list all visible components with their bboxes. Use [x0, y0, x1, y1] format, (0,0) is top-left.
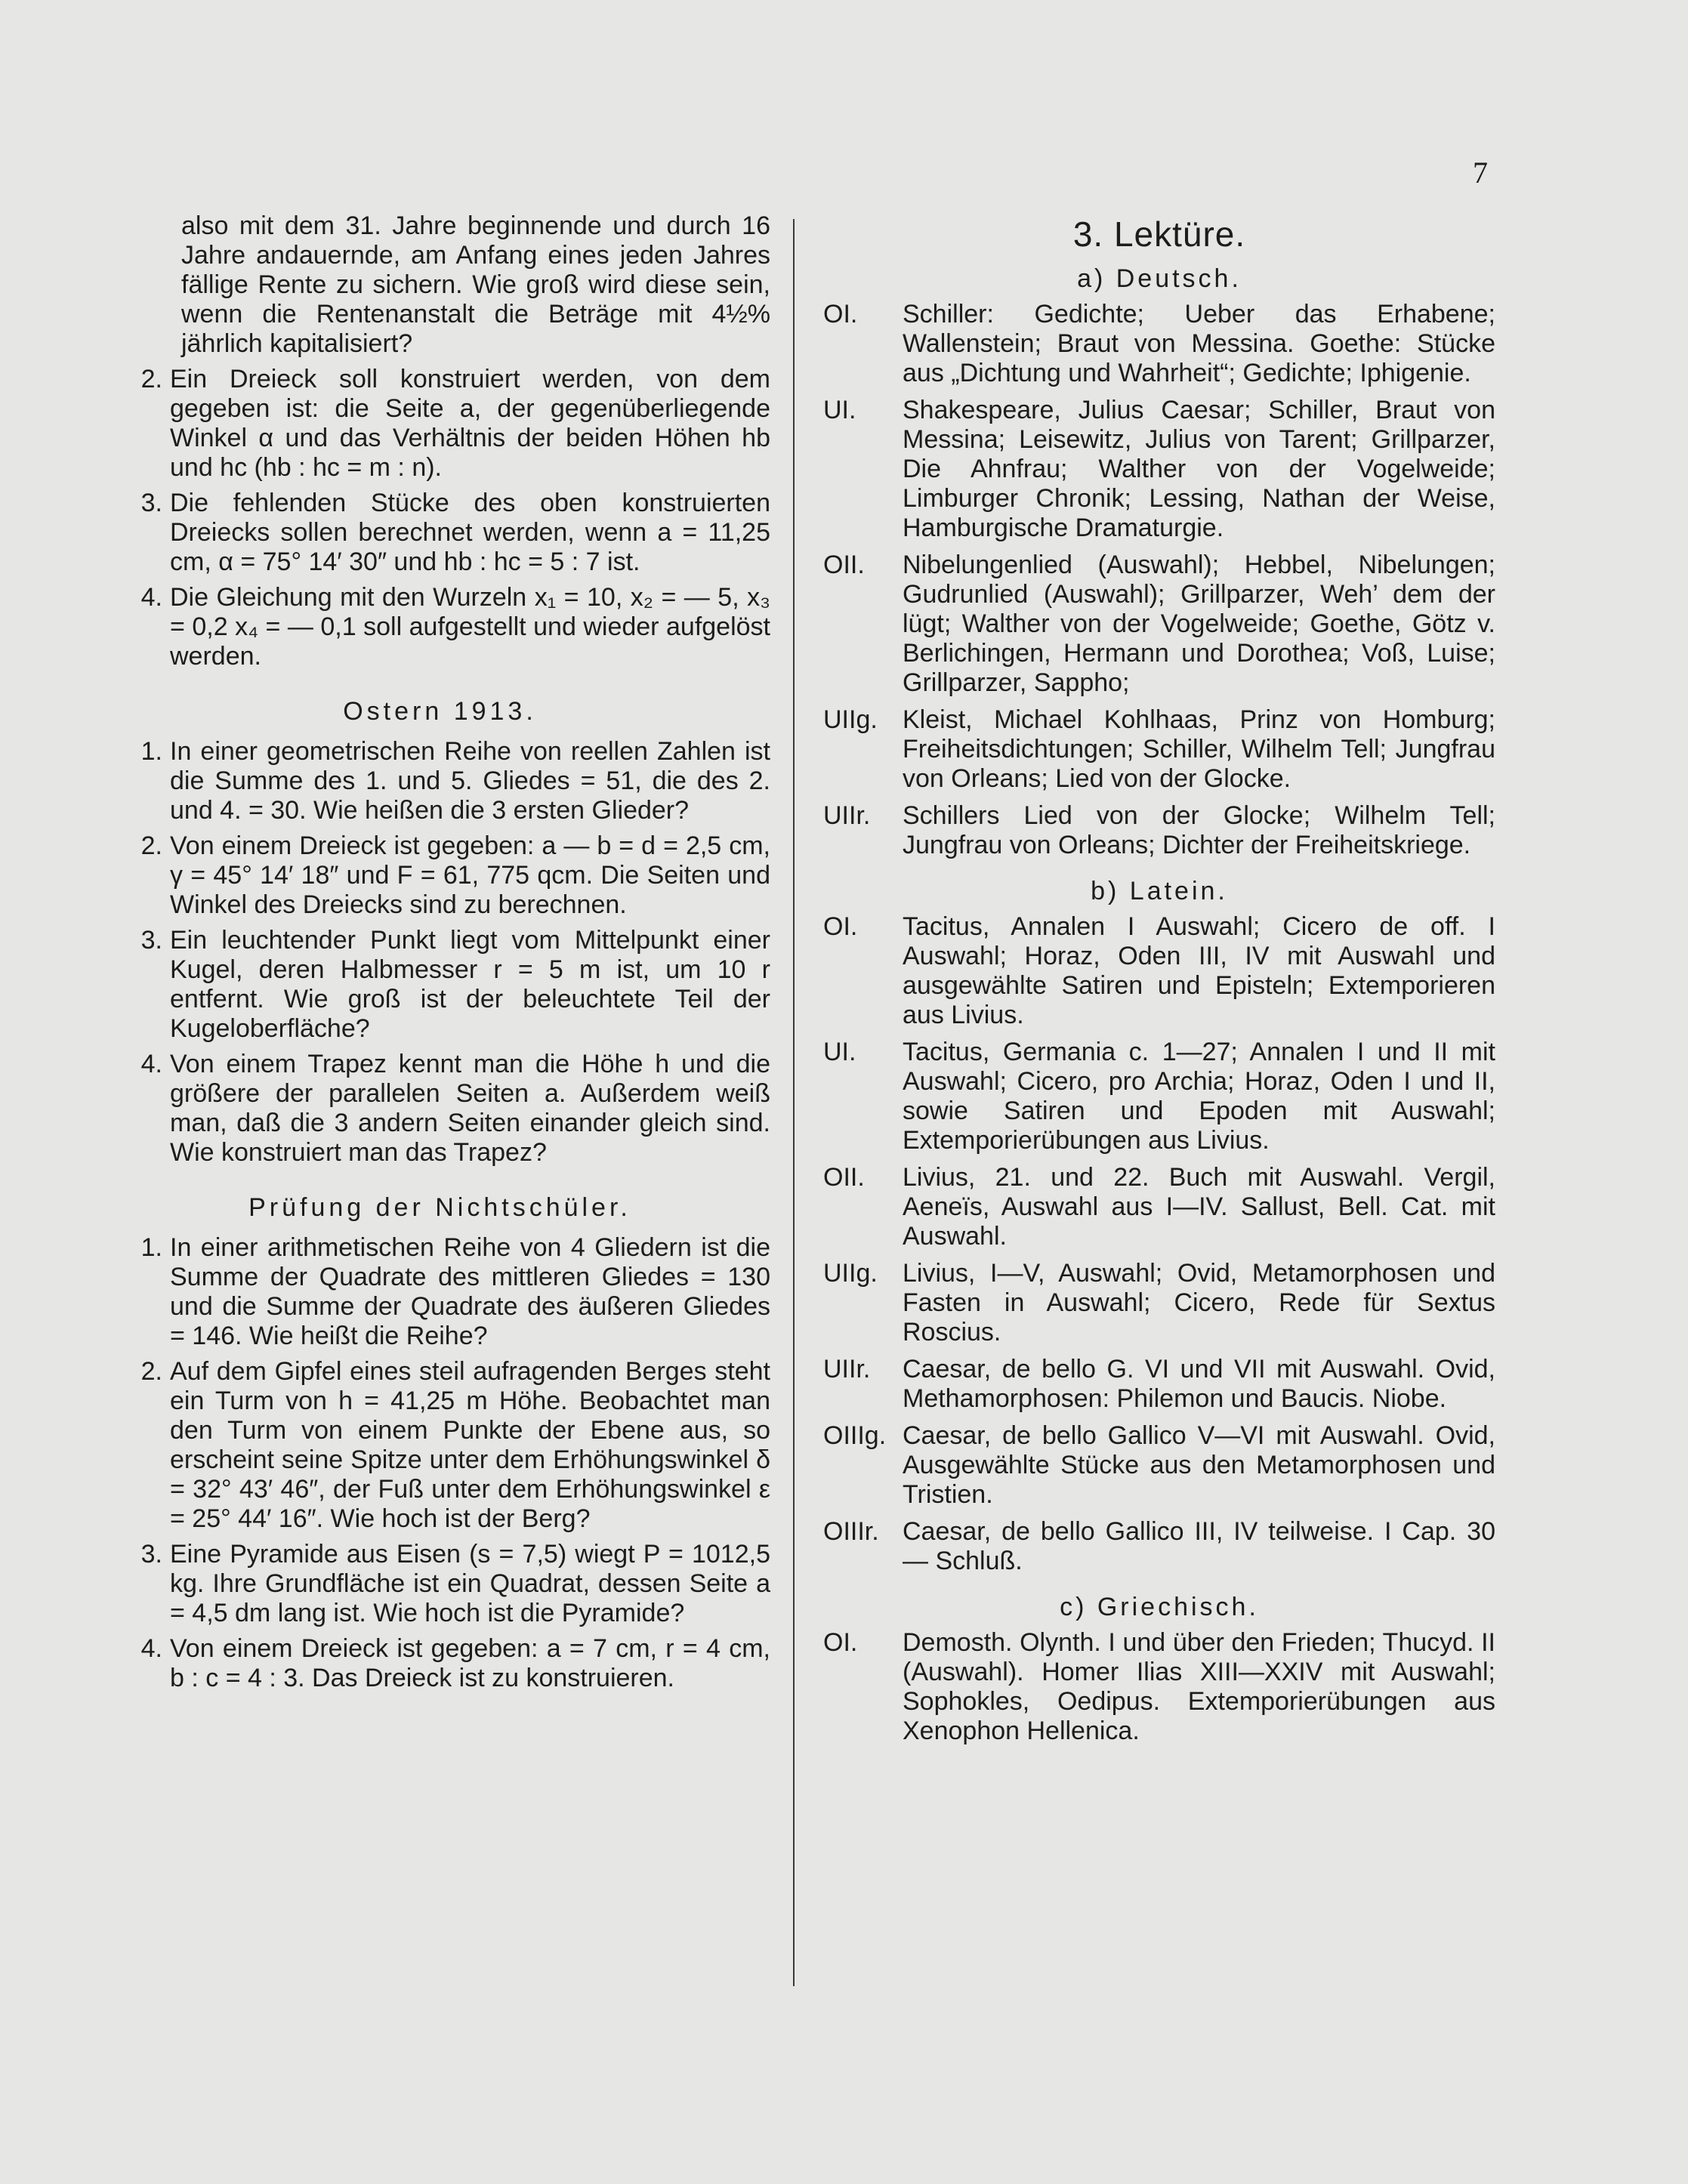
- reading-text: Demosth. Olynth. I und über den Frieden; Thucyd. II (Auswahl). Homer Ilias XIII—XXIV mit Auswahl; Sophokles, Oedipus. Extemporierübungen aus Xenophon Hellenica.: [903, 1628, 1495, 1745]
- reading-text: Caesar, de bello Gallico V—VI mit Auswahl. Ovid, Ausgewählte Stücke aus den Metamorphosen und Tristien.: [903, 1421, 1495, 1509]
- heading-pruefung: Prüfung der Nichtschüler.: [248, 1193, 631, 1222]
- exercise-text: Von einem Trapez kennt man die Höhe h und die größere der parallelen Seiten a. Außerdem weiß man, daß die 3 andern Seiten einander gleich sind. Wie konstruiert man das Trapez?: [170, 1050, 770, 1167]
- exercise-number: 4.: [140, 1634, 162, 1663]
- reading-text: Kleist, Michael Kohlhaas, Prinz von Homburg; Freiheitsdichtungen; Schiller, Wilhelm Tell; Jungfrau von Orleans; Lied von der Glocke.: [903, 705, 1495, 793]
- reading-entry: [823, 551, 1495, 698]
- reading-entry: [823, 396, 1495, 543]
- reading-entry: [823, 1259, 1495, 1347]
- exercise-number: 3.: [140, 926, 162, 955]
- reading-entry: [823, 1628, 1495, 1746]
- exercise-text: Die Gleichung mit den Wurzeln x₁ = 10, x₂ = — 5, x₃ = 0,2 x₄ = — 0,1 soll aufgestellt und wieder aufgelöst werden.: [170, 583, 770, 671]
- heading-ostern: Ostern 1913.: [343, 697, 537, 726]
- reading-text: Nibelungenlied (Auswahl); Hebbel, Nibelungen; Gudrunlied (Auswahl); Grillparzer, Weh’ dem der lügt; Walther von der Vogelweide; Goethe, Götz v. Berlichingen, Hermann und Dorothea; Voß, Luise; Grillparzer, Sappho;: [903, 551, 1495, 697]
- reading-text: Tacitus, Annalen I Auswahl; Cicero de off. I Auswahl; Horaz, Oden III, IV mit Auswahl und ausgewählte Satiren und Episteln; Extemporieren aus Livius.: [903, 912, 1495, 1029]
- exercise-number: 3.: [140, 489, 162, 517]
- exercise-text: Die fehlenden Stücke des oben konstruierten Dreiecks sollen berechnet werden, wenn a = 11,25 cm, α = 75° 14′ 30″ und hb : hc = 5 : 7 ist.: [170, 489, 770, 576]
- subheading-griechisch: c) Griechisch.: [1060, 1593, 1259, 1621]
- exercise-text: Ein Dreieck soll konstruiert werden, von dem gegeben ist: die Seite a, der gegenüberliegende Winkel α und das Verhältnis der beiden Höhen hb und hc (hb : hc = m : n).: [170, 365, 770, 482]
- class-label: OI.: [823, 1628, 858, 1657]
- exercise-number: 4.: [140, 583, 162, 612]
- right-column: [823, 211, 1495, 1754]
- class-label: OI.: [823, 300, 858, 329]
- exercise-item: [110, 1050, 770, 1168]
- exercise-item: [110, 926, 770, 1044]
- exercise-number: 2.: [140, 831, 162, 860]
- class-label: UIIr.: [823, 1355, 871, 1384]
- subheading-deutsch: a) Deutsch.: [1077, 264, 1242, 293]
- reading-entry: [823, 1163, 1495, 1251]
- class-label: UIIg.: [823, 1259, 878, 1288]
- reading-text: Shakespeare, Julius Caesar; Schiller, Braut von Messina; Leisewitz, Julius von Tarent; Grillparzer, Die Ahnfrau; Walther von der Vogelweide; Limburger Chronik; Lessing, Nathan der Weise, Hamburgische Dramaturgie.: [903, 396, 1495, 542]
- exercise-item: [110, 489, 770, 577]
- exercise-text: Von einem Dreieck ist gegeben: a = 7 cm, r = 4 cm, b : c = 4 : 3. Das Dreieck ist zu konstruieren.: [170, 1634, 770, 1692]
- reading-entry: [823, 300, 1495, 388]
- exercise-item: [110, 1540, 770, 1628]
- exercise-item: [110, 1357, 770, 1534]
- class-label: UI.: [823, 396, 856, 424]
- left-column: [110, 211, 770, 1693]
- exercise-item: [110, 1634, 770, 1693]
- class-label: UIIg.: [823, 705, 878, 734]
- exercise-text: In einer arithmetischen Reihe von 4 Gliedern ist die Summe der Quadrate des mittleren Gliedes = 130 und die Summe der Quadrate des äußeren Gliedes = 146. Wie heißt die Reihe?: [170, 1233, 770, 1350]
- section-title: 3. Lektüre.: [1072, 214, 1246, 254]
- exercise-text: Auf dem Gipfel eines steil aufragenden Berges steht ein Turm von h = 41,25 m Höhe. Beobachtet man den Turm von einem Punkte der Ebene aus, so erscheint seine Spitze unter dem Erhöhungswinkel δ = 32° 43′ 46″, der Fuß unter dem Erhöhungswinkel ε = 25° 44′ 16″. Wie hoch ist der Berg?: [170, 1357, 770, 1533]
- reading-text: Tacitus, Germania c. 1—27; Annalen I und II mit Auswahl; Cicero, pro Archia; Horaz, Oden I und II, sowie Satiren und Epoden mit Auswahl; Extemporierübungen aus Livius.: [903, 1038, 1495, 1155]
- subheading-latein: b) Latein.: [1091, 877, 1228, 905]
- class-label: OII.: [823, 1163, 865, 1192]
- exercise-text: Von einem Dreieck ist gegeben: a — b = d = 2,5 cm, γ = 45° 14′ 18″ und F = 61, 775 qcm. Die Seiten und Winkel des Dreiecks sind zu berechnen.: [170, 831, 770, 919]
- reading-entry: [823, 705, 1495, 794]
- class-label: OII.: [823, 551, 865, 579]
- reading-entry: [823, 801, 1495, 860]
- exercise-number: 2.: [140, 365, 162, 393]
- exercise-item: [110, 737, 770, 825]
- reading-entry: [823, 912, 1495, 1030]
- reading-text: Schiller: Gedichte; Ueber das Erhabene; Wallenstein; Braut von Messina. Goethe: Stücke aus „Dichtung und Wahrheit“; Gedichte; Iphigenie.: [903, 300, 1495, 387]
- class-label: UIIr.: [823, 801, 871, 830]
- intro-paragraph: also mit dem 31. Jahre beginnende und durch 16 Jahre andauernde, am Anfang eines jeden Jahres fällige Rente zu sichern. Wie groß wird diese sein, wenn die Rentenanstalt die Beträge mit 4½% jährlich kapitalisiert?: [181, 211, 770, 358]
- exercise-item: [110, 831, 770, 920]
- exercise-number: 1.: [140, 737, 162, 766]
- reading-text: Schillers Lied von der Glocke; Wilhelm Tell; Jungfrau von Orleans; Dichter der Freiheitskriege.: [903, 801, 1495, 859]
- exercise-text: In einer geometrischen Reihe von reellen Zahlen ist die Summe des 1. und 5. Gliedes = 51, die des 2. und 4. = 30. Wie heißen die 3 ersten Glieder?: [170, 737, 770, 825]
- page-number: 7: [1473, 156, 1488, 190]
- reading-text: Livius, 21. und 22. Buch mit Auswahl. Vergil, Aeneïs, Auswahl aus I—IV. Sallust, Bell. Cat. mit Auswahl.: [903, 1163, 1495, 1251]
- exercise-item: [110, 583, 770, 671]
- exercise-text: Eine Pyramide aus Eisen (s = 7,5) wiegt P = 1012,5 kg. Ihre Grundfläche ist ein Quadrat, dessen Seite a = 4,5 dm lang ist. Wie hoch ist die Pyramide?: [170, 1540, 770, 1627]
- exercise-item: [110, 365, 770, 483]
- reading-entry: [823, 1355, 1495, 1414]
- reading-text: Caesar, de bello G. VI und VII mit Auswahl. Ovid, Methamorphosen: Philemon und Baucis. Niobe.: [903, 1355, 1495, 1413]
- reading-text: Livius, I—V, Auswahl; Ovid, Metamorphosen und Fasten in Auswahl; Cicero, Rede für Sextus Roscius.: [903, 1259, 1495, 1346]
- class-label: OIIIr.: [823, 1517, 879, 1546]
- reading-text: Caesar, de bello Gallico III, IV teilweise. I Cap. 30 — Schluß.: [903, 1517, 1495, 1575]
- exercise-text: Ein leuchtender Punkt liegt vom Mittelpunkt einer Kugel, deren Halbmesser r = 5 m ist, um 10 r entfernt. Wie groß ist der beleuchtete Teil der Kugeloberfläche?: [170, 926, 770, 1043]
- exercise-number: 2.: [140, 1357, 162, 1386]
- class-label: UI.: [823, 1038, 856, 1066]
- class-label: OIIIg.: [823, 1421, 887, 1450]
- exercise-number: 4.: [140, 1050, 162, 1078]
- reading-entry: [823, 1038, 1495, 1155]
- reading-entry: [823, 1517, 1495, 1576]
- exercise-number: 1.: [140, 1233, 162, 1262]
- column-divider: [793, 219, 795, 1986]
- exercise-item: [110, 1233, 770, 1351]
- class-label: OI.: [823, 912, 858, 941]
- exercise-number: 3.: [140, 1540, 162, 1569]
- reading-entry: [823, 1421, 1495, 1510]
